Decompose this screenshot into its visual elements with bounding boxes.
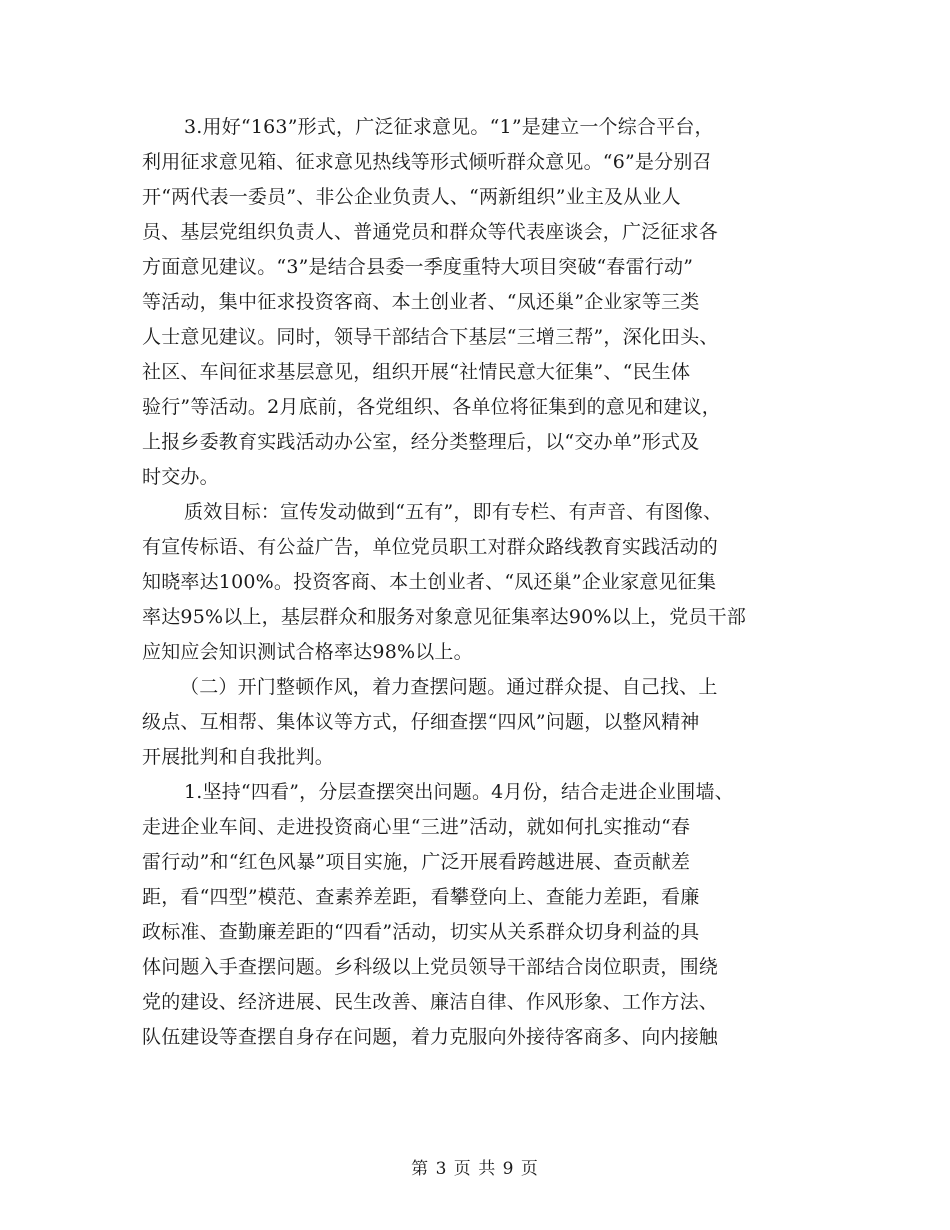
paragraph <box>142 670 822 775</box>
text-line: 开“两代表一委员”、非公企业负责人、“两新组织”业主及从业人 <box>142 186 681 208</box>
text-line: 1.坚持“四看”，分层查摆突出问题。4月份，结合走进企业围墙、 <box>184 781 734 803</box>
text-line: 走进企业车间、走进投资商心里“三进”活动，就如何扎实推动“春 <box>142 816 691 838</box>
text-line: 政标准、查勤廉差距的“四看”活动，切实从关系群众切身利益的具 <box>142 921 700 943</box>
text-line: 党的建设、经济进展、民生改善、廉洁自律、作风形象、工作方法、 <box>142 991 719 1013</box>
text-line: 上报乡委教育实践活动办公室，经分类整理后，以“交办单”形式及 <box>142 431 700 453</box>
text-line: 员、基层党组织负责人、普通党员和群众等代表座谈会，广泛征求各 <box>142 221 719 243</box>
text-line: 率达95%以上，基层群众和服务对象意见征集率达90%以上，党员干部 <box>142 606 747 628</box>
text-line: 雷行动”和“红色风暴”项目实施，广泛开展看跨越进展、查贡献差 <box>142 851 691 873</box>
text-line: 有宣传标语、有公益广告，单位党员职工对群众路线教育实践活动的 <box>142 536 719 558</box>
text-line: 验行”等活动。2月底前，各党组织、各单位将征集到的意见和建议， <box>142 396 722 418</box>
text-line: 队伍建设等查摆自身存在问题，着力克服向外接待客商多、向内接触 <box>142 1026 719 1048</box>
text-line: 人士意见建议。同时，领导干部结合下基层“三增三帮”，深化田头、 <box>142 326 719 348</box>
text-line: 知晓率达100%。投资客商、本土创业者、“凤还巢”企业家意见征集 <box>142 571 717 593</box>
paragraph <box>142 110 822 495</box>
text-line: 等活动，集中征求投资客商、本土创业者、“凤还巢”企业家等三类 <box>142 291 700 313</box>
text-line: 质效目标：宣传发动做到“五有”，即有专栏、有声音、有图像、 <box>184 501 723 523</box>
text-line: 应知应会知识测试合格率达98%以上。 <box>142 641 473 663</box>
text-line: 3.用好“163”形式，广泛征求意见。“1”是建立一个综合平台， <box>184 116 714 138</box>
text-line: 社区、车间征求基层意见，组织开展“社情民意大征集”、“民生体 <box>142 361 691 383</box>
document-body <box>142 110 822 1055</box>
text-line: 开展批判和自我批判。 <box>142 746 335 768</box>
text-line: 距，看“四型”模范、查素养差距，看攀登向上、查能力差距，看廉 <box>142 886 700 908</box>
text-line: 利用征求意见箱、征求意见热线等形式倾听群众意见。“6”是分别召 <box>142 151 712 173</box>
text-line: 级点、互相帮、集体议等方式，仔细查摆“四风”问题，以整风精神 <box>142 711 700 733</box>
text-line: 时交办。 <box>142 466 219 488</box>
text-line: 方面意见建议。“3”是结合县委一季度重特大项目突破“春雷行动” <box>142 256 694 278</box>
section-heading-line: （二）开门整顿作风，着力查摆问题。通过群众提、自己找、上 <box>180 676 718 698</box>
paragraph <box>142 775 822 1055</box>
text-line: 体问题入手查摆问题。乡科级以上党员领导干部结合岗位职责，围绕 <box>142 956 719 978</box>
page-number-footer: 第 3 页 共 9 页 <box>411 1159 539 1179</box>
paragraph <box>142 495 822 670</box>
